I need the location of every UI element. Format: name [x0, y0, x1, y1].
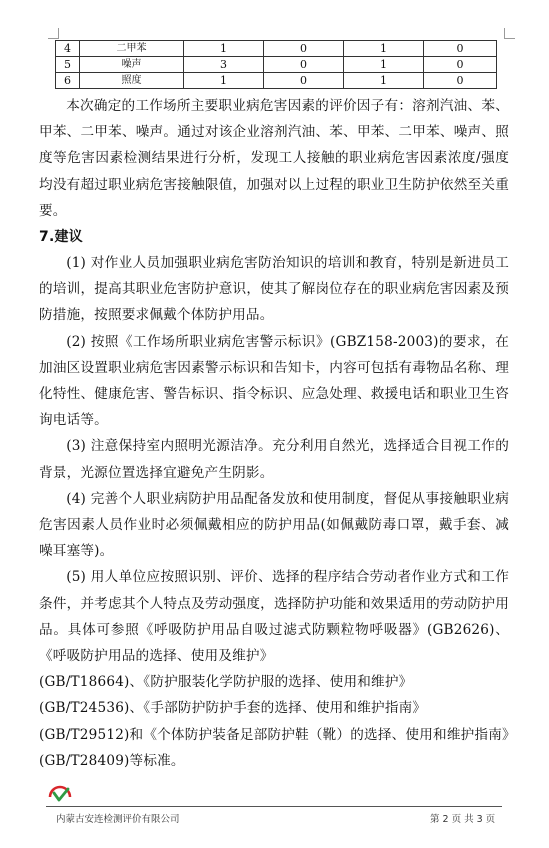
table-cell: 噪声 [80, 57, 184, 73]
table-cell: 1 [344, 73, 424, 89]
table-cell: 0 [264, 73, 344, 89]
result-table [55, 40, 497, 89]
table-cell: 0 [424, 41, 497, 57]
company-logo [47, 783, 73, 805]
table-cell: 4 [56, 41, 80, 57]
conclusion-paragraph: 本次确定的工作场所主要职业病危害因素的评价因子有：溶剂汽油、苯、甲苯、二甲苯、噪声。通过对该企业溶剂汽油、苯、甲苯、二甲苯、噪声、照度等危害因素检测结果进行分析，发现工人接触的职业病危害因素浓度/强度均没有超过职业病危害接触限值，加强对以上过程的职业卫生防护依然至关重要。 [39, 98, 509, 219]
table-cell: 0 [424, 57, 497, 73]
table-row [56, 41, 497, 57]
company-name: 内蒙古安连检测评价有限公司 [56, 814, 180, 825]
section-heading: 7.建议 [39, 229, 83, 246]
table-cell: 0 [264, 41, 344, 57]
margin-corner-mark [504, 28, 515, 39]
suggestion-item: (1) 对作业人员加强职业病危害防治知识的培训和教育，特别是新进员工的培训，提高其职业危害防护意识，使其了解岗位存在的职业病危害因素及预防措施，按照要求佩戴个体防护用品。 [39, 255, 509, 324]
suggestion-item-continued: (GB/T29512)和《个体防护装备足部防护鞋（靴）的选择、使用和维护指南》(GB/T28409)等标准。 [39, 726, 509, 769]
suggestion-item: (5) 用人单位应按照识别、评价、选择的程序结合劳动者作业方式和工作条件，并考虑其个人特点及劳动强度，选择防护功能和效果适用的劳动防护用品。具体可参照《呼吸防护用品自吸过滤式防颗粒物呼吸器》(GB2626)、《呼吸防护用品的选择、使用及维护》 [39, 569, 509, 665]
table-cell: 1 [344, 57, 424, 73]
table-cell: 6 [56, 73, 80, 89]
table-cell: 0 [424, 73, 497, 89]
footer-divider [46, 806, 502, 807]
page-number: 第 2 页 共 3 页 [430, 814, 496, 825]
suggestion-item: (4) 完善个人职业病防护用品配备发放和使用制度，督促从事接触职业病危害因素人员作业时必须佩戴相应的防护用品(如佩戴防毒口罩，戴手套、减噪耳塞等)。 [39, 490, 509, 560]
table-cell: 1 [344, 41, 424, 57]
suggestion-item: (2) 按照《工作场所职业病危害警示标识》(GBZ158-2003)的要求，在加油区设置职业病危害因素警示标识和告知卡，内容可包括有毒物品名称、理化特性、健康危害、警告标识、指令标识、应急处理、救援电话和职业卫生咨询电话等。 [39, 333, 509, 429]
suggestion-item-continued: (GB/T24536)、《手部防护防护手套的选择、使用和维护指南》 [39, 700, 427, 717]
table-cell: 1 [184, 41, 264, 57]
table-cell: 1 [184, 73, 264, 89]
margin-corner-mark [48, 28, 59, 39]
suggestion-item-continued: (GB/T18664)、《防护服装化学防护服的选择、使用和维护》 [39, 674, 413, 691]
table-cell: 二甲苯 [80, 41, 184, 57]
table-row [56, 73, 497, 89]
table-cell: 3 [184, 57, 264, 73]
table-row [56, 57, 497, 73]
suggestion-item: (3) 注意保持室内照明光源洁净。充分利用自然光，选择适合目视工作的背景，光源位置选择宜避免产生阴影。 [39, 438, 509, 481]
table-cell: 5 [56, 57, 80, 73]
document-body [39, 93, 509, 774]
table-cell: 照度 [80, 73, 184, 89]
table-cell: 0 [264, 57, 344, 73]
